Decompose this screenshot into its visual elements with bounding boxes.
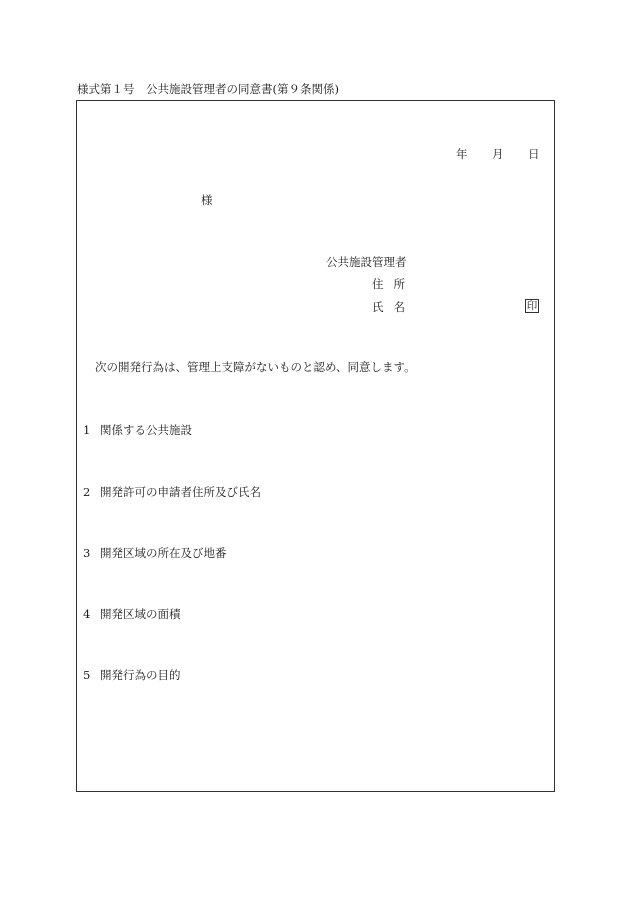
public-facility-manager-label: 公共施設管理者 — [326, 255, 407, 269]
form-title: 様式第１号 公共施設管理者の同意書(第９条関係) — [77, 82, 339, 96]
date-day-label: 日 — [528, 147, 540, 161]
item-number: 1 — [83, 423, 91, 437]
item-related-public-facility — [83, 425, 192, 437]
addressee-honorific: 様 — [201, 193, 213, 207]
item-label: 開発行為の目的 — [100, 668, 181, 682]
form-frame — [76, 100, 555, 792]
date-month-label: 月 — [492, 147, 504, 161]
item-label: 開発区域の所在及び地番 — [100, 546, 227, 560]
item-label: 関係する公共施設 — [100, 423, 192, 437]
item-applicant-address-name — [83, 487, 261, 499]
seal-mark: 印 — [526, 299, 538, 312]
item-site-location-lot — [83, 548, 227, 560]
item-label: 開発区域の面積 — [100, 607, 181, 621]
consent-statement: 次の開発行為は、管理上支障がないものと認め、同意します。 — [95, 360, 416, 374]
item-site-area — [83, 609, 181, 621]
item-number: 4 — [83, 607, 91, 621]
address-label: 住所 — [372, 277, 415, 291]
item-development-purpose — [83, 670, 181, 682]
name-label: 氏名 — [372, 300, 415, 314]
item-label: 開発許可の申請者住所及び氏名 — [100, 485, 261, 499]
item-number: 3 — [83, 546, 91, 560]
item-number: 2 — [83, 485, 91, 499]
date-year-label: 年 — [456, 147, 468, 161]
item-number: 5 — [83, 668, 91, 682]
